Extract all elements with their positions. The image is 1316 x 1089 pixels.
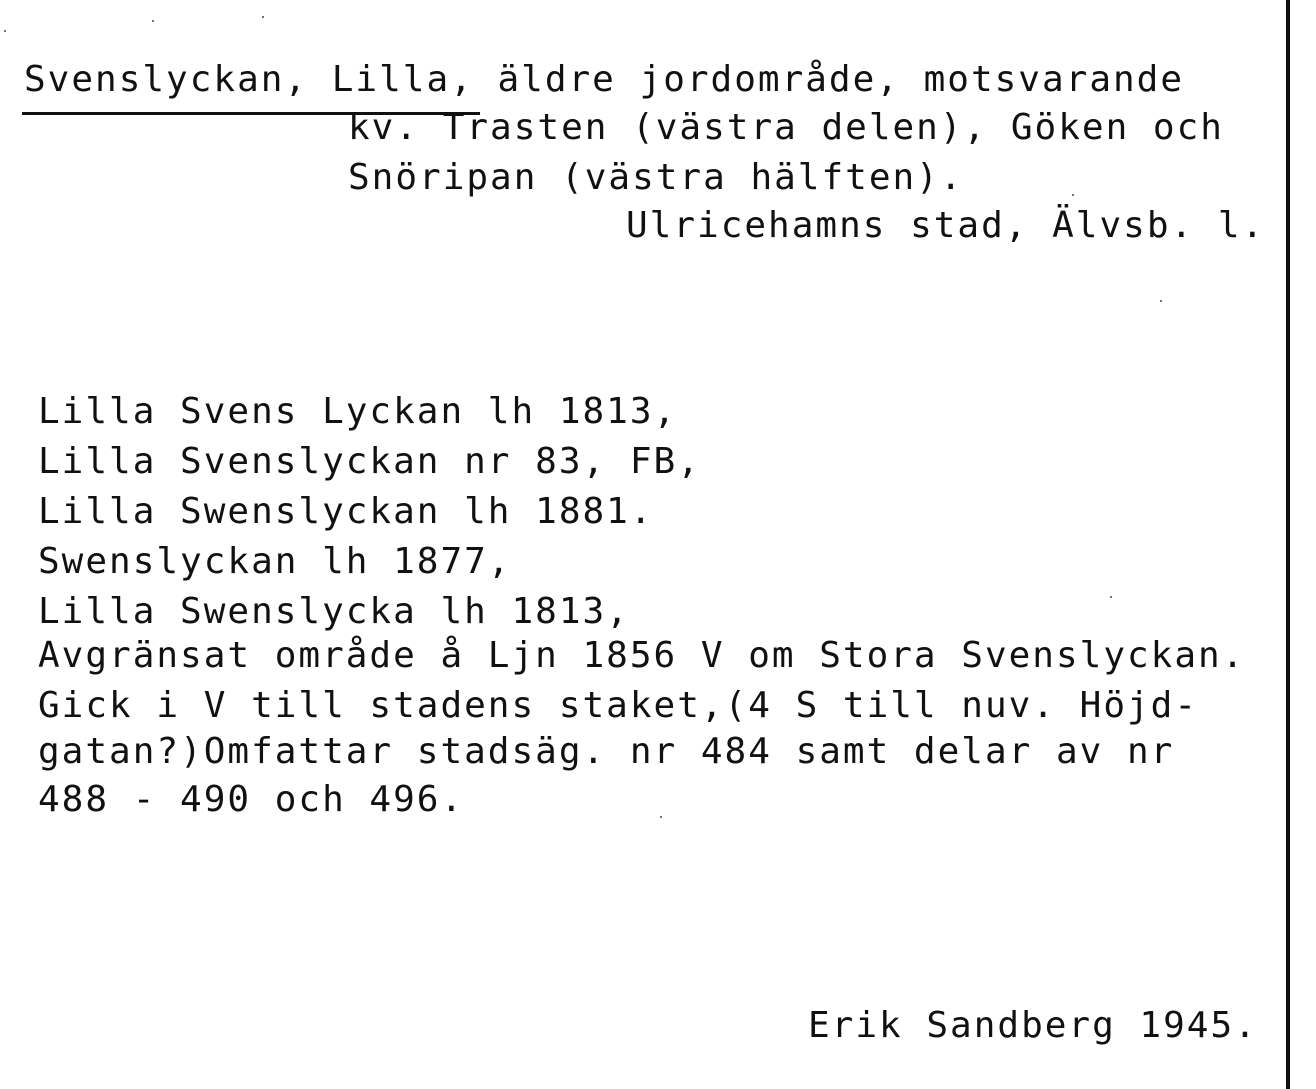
header-line-2: kv. Trasten (västra delen), Göken och bbox=[348, 107, 1224, 148]
signature: Erik Sandberg 1945. bbox=[808, 1005, 1258, 1046]
form-line-5: Lilla Swenslycka lh 1813, bbox=[38, 591, 630, 632]
form-line-4: Swenslyckan lh 1877, bbox=[38, 541, 512, 582]
speck bbox=[660, 816, 662, 818]
header-line-1 bbox=[24, 58, 1184, 102]
form-line-3: Lilla Swenslyckan lh 1881. bbox=[38, 491, 654, 532]
description-line-4: 488 - 490 och 496. bbox=[38, 779, 465, 820]
form-line-1: Lilla Svens Lyckan lh 1813, bbox=[38, 391, 678, 432]
speck bbox=[1160, 300, 1162, 302]
description-line-3: gatan?)Omfattar stadsäg. nr 484 samt delar av nr bbox=[38, 731, 1175, 772]
form-line-2: Lilla Svenslyckan nr 83, FB, bbox=[38, 441, 701, 482]
speck bbox=[1110, 596, 1112, 598]
speck bbox=[152, 20, 154, 22]
description-line-1: Avgränsat område å Ljn 1856 V om Stora Svenslyckan. bbox=[38, 635, 1246, 676]
header-line-4: Ulricehamns stad, Älvsb. l. bbox=[626, 205, 1266, 246]
header-line-3: Snöripan (västra hälften). bbox=[348, 157, 964, 198]
card-right-edge bbox=[1286, 0, 1290, 1089]
header-line-1-rest: äldre jordområde, motsvarande bbox=[473, 59, 1185, 100]
speck bbox=[1072, 194, 1074, 196]
place-name: Svenslyckan, Lilla, bbox=[24, 59, 474, 100]
description-line-2: Gick i V till stadens staket,(4 S till nuv. Höjd- bbox=[38, 685, 1199, 726]
speck bbox=[262, 16, 264, 18]
speck bbox=[4, 30, 6, 32]
